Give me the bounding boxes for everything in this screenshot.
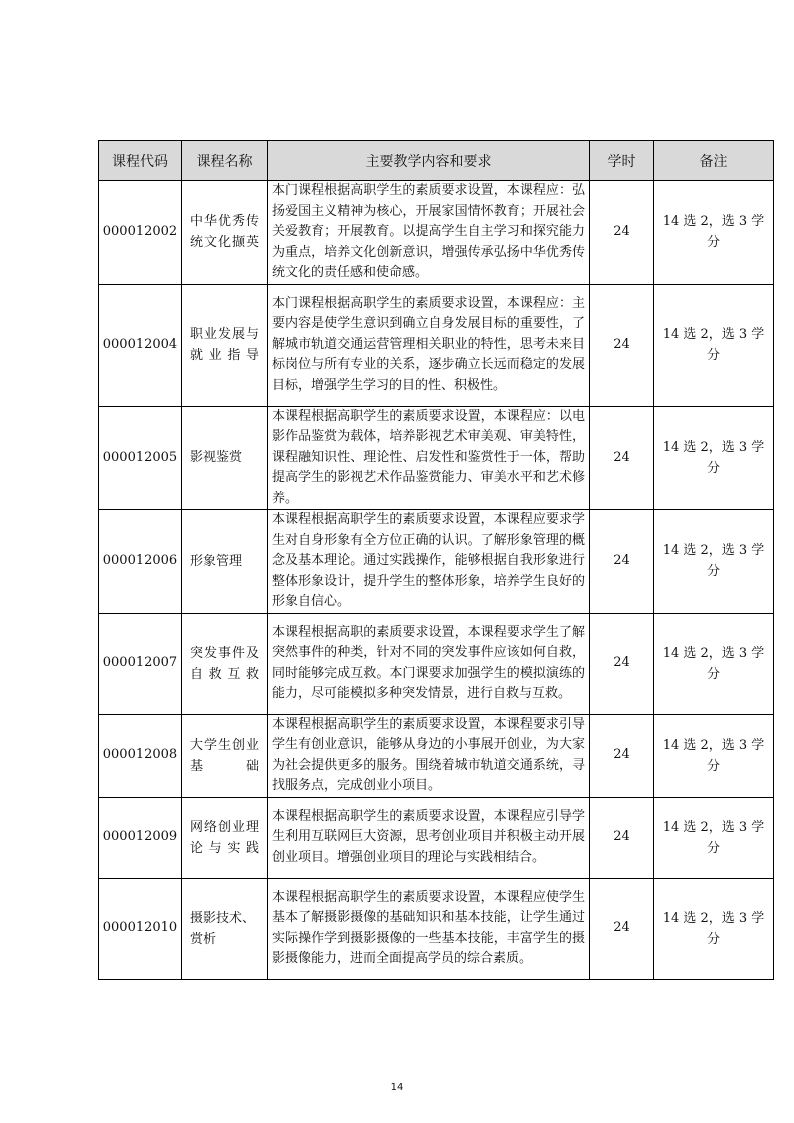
course-code: 000012004 bbox=[99, 284, 182, 406]
course-hours: 24 bbox=[590, 181, 654, 285]
course-name: 职业发展与就业指导 bbox=[182, 284, 268, 406]
table-header-row bbox=[99, 141, 774, 181]
course-hours: 24 bbox=[590, 406, 654, 510]
table-row bbox=[99, 613, 774, 714]
course-content: 本课程根据高职学生的素质要求设置，本课程要求引导学生有创业意识，能够从身边的小事展开创业，为大家为社会提供更多的服务。围绕着城市轨道交通系统，寻找服务点，完成创业小项目。 bbox=[268, 714, 590, 797]
course-name: 中华优秀传统文化撷英 bbox=[182, 181, 268, 285]
table-row bbox=[99, 878, 774, 979]
course-hours: 24 bbox=[590, 797, 654, 878]
course-code: 000012005 bbox=[99, 406, 182, 510]
course-remark: 14 选 2，选 3 学分 bbox=[654, 181, 774, 285]
course-code: 000012010 bbox=[99, 878, 182, 979]
course-code: 000012007 bbox=[99, 613, 182, 714]
course-name: 形象管理 bbox=[182, 510, 268, 614]
course-hours: 24 bbox=[590, 284, 654, 406]
course-name: 网络创业理论与实践 bbox=[182, 797, 268, 878]
course-hours: 24 bbox=[590, 878, 654, 979]
header-hours: 学时 bbox=[590, 141, 654, 181]
course-hours: 24 bbox=[590, 613, 654, 714]
header-content: 主要教学内容和要求 bbox=[268, 141, 590, 181]
course-content: 本课程根据高职学生的素质要求设置，本课程应：以电影作品鉴赏为载体，培养影视艺术审美观、审美特性，课程融知识性、理论性、启发性和鉴赏性于一体，帮助提高学生的影视艺术作品鉴赏能力、审美水平和艺术修养。 bbox=[268, 406, 590, 510]
course-code: 000012009 bbox=[99, 797, 182, 878]
course-remark: 14 选 2，选 3 学分 bbox=[654, 878, 774, 979]
course-code: 000012002 bbox=[99, 181, 182, 285]
header-remark: 备注 bbox=[654, 141, 774, 181]
course-name: 大学生创业基础 bbox=[182, 714, 268, 797]
course-remark: 14 选 2，选 3 学分 bbox=[654, 797, 774, 878]
table-row bbox=[99, 714, 774, 797]
table-row bbox=[99, 181, 774, 285]
course-name: 摄影技术、赏析 bbox=[182, 878, 268, 979]
course-content: 本课程根据高职的素质要求设置，本课程要求学生了解突然事件的种类，针对不同的突发事件应该如何自救，同时能够完成互救。本门课要求加强学生的模拟演练的能力，尽可能模拟多种突发情景，进行自救与互救。 bbox=[268, 613, 590, 714]
course-table bbox=[98, 140, 774, 980]
course-code: 000012006 bbox=[99, 510, 182, 614]
course-content: 本门课程根据高职学生的素质要求设置，本课程应：主要内容是使学生意识到确立自身发展目标的重要性，了解城市轨道交通运营管理相关职业的特性，思考未来目标岗位与所有专业的关系，逐步确立长远而稳定的发展目标，增强学生学习的目的性、积极性。 bbox=[268, 284, 590, 406]
course-content: 本门课程根据高职学生的素质要求设置，本课程应：弘扬爱国主义精神为核心，开展家国情怀教育；开展社会关爱教育；开展教育。以提高学生自主学习和探究能力为重点，培养文化创新意识，增强传承弘扬中华优秀传统文化的责任感和使命感。 bbox=[268, 181, 590, 285]
course-remark: 14 选 2，选 3 学分 bbox=[654, 613, 774, 714]
page-number: 14 bbox=[390, 1082, 404, 1093]
header-course-name: 课程名称 bbox=[182, 141, 268, 181]
course-code: 000012008 bbox=[99, 714, 182, 797]
course-hours: 24 bbox=[590, 510, 654, 614]
course-remark: 14 选 2，选 3 学分 bbox=[654, 284, 774, 406]
table-row bbox=[99, 284, 774, 406]
course-content: 本课程根据高职学生的素质要求设置，本课程应使学生基本了解摄影摄像的基础知识和基本技能，让学生通过实际操作学到摄影摄像的一些基本技能，丰富学生的摄影摄像能力，进而全面提高学员的综合素质。 bbox=[268, 878, 590, 979]
table-row bbox=[99, 510, 774, 614]
course-remark: 14 选 2，选 3 学分 bbox=[654, 406, 774, 510]
course-hours: 24 bbox=[590, 714, 654, 797]
course-name: 影视鉴赏 bbox=[182, 406, 268, 510]
course-name: 突发事件及自救互救 bbox=[182, 613, 268, 714]
header-course-code: 课程代码 bbox=[99, 141, 182, 181]
course-content: 本课程根据高职学生的素质要求设置，本课程应要求学生对自身形象有全方位正确的认识。了解形象管理的概念及基本理论。通过实践操作，能够根据自我形象进行整体形象设计，提升学生的整体形象，培养学生良好的形象自信心。 bbox=[268, 510, 590, 614]
course-content: 本课程根据高职学生的素质要求设置，本课程应引导学生利用互联网巨大资源，思考创业项目并积极主动开展创业项目。增强创业项目的理论与实践相结合。 bbox=[268, 797, 590, 878]
course-remark: 14 选 2，选 3 学分 bbox=[654, 510, 774, 614]
table-row bbox=[99, 797, 774, 878]
table-row bbox=[99, 406, 774, 510]
course-remark: 14 选 2，选 3 学分 bbox=[654, 714, 774, 797]
